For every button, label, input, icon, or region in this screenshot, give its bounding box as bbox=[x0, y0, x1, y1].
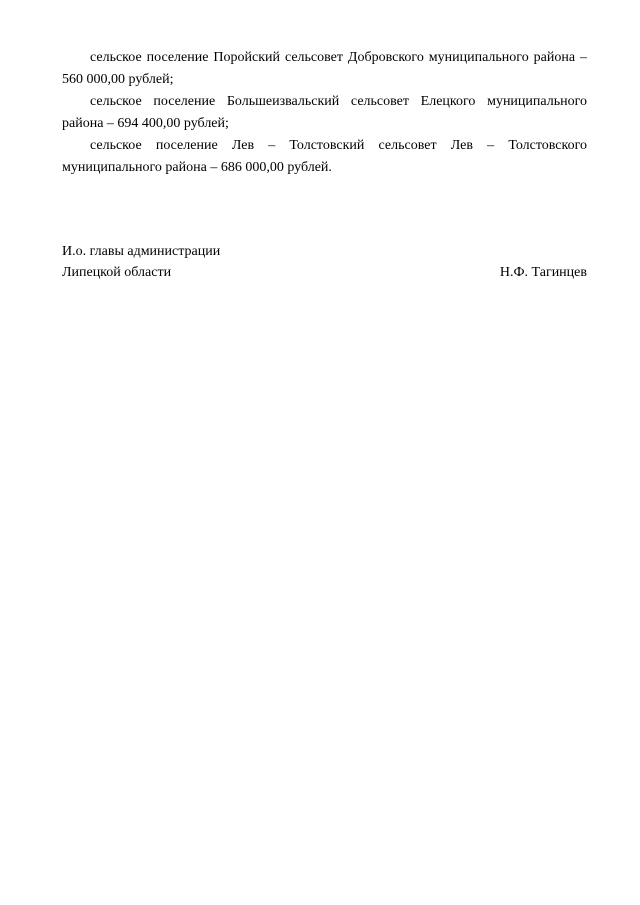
document-body bbox=[62, 47, 587, 179]
paragraph-lev-tolstovsky: сельское поселение Лев – Толстовский сельсовет Лев – Толстовского муниципального района – 686 000,00 рублей. bbox=[62, 138, 587, 175]
signatory-name: Н.Ф. Тагинцев bbox=[499, 265, 587, 280]
signatory-title-line1: И.о. главы администрации bbox=[62, 244, 221, 259]
paragraph-bolsheizvalsky: сельское поселение Большеизвальский сельсовет Елецкого муниципального района – 694 400,00 рублей; bbox=[62, 94, 587, 131]
signatory-title-line2: Липецкой области bbox=[62, 265, 172, 280]
signature-line bbox=[62, 262, 587, 283]
paragraph-poroysky: сельское поселение Поройский сельсовет Добровского муниципального района – 560 000,00 рублей; bbox=[62, 50, 587, 87]
signature-block bbox=[62, 241, 587, 283]
